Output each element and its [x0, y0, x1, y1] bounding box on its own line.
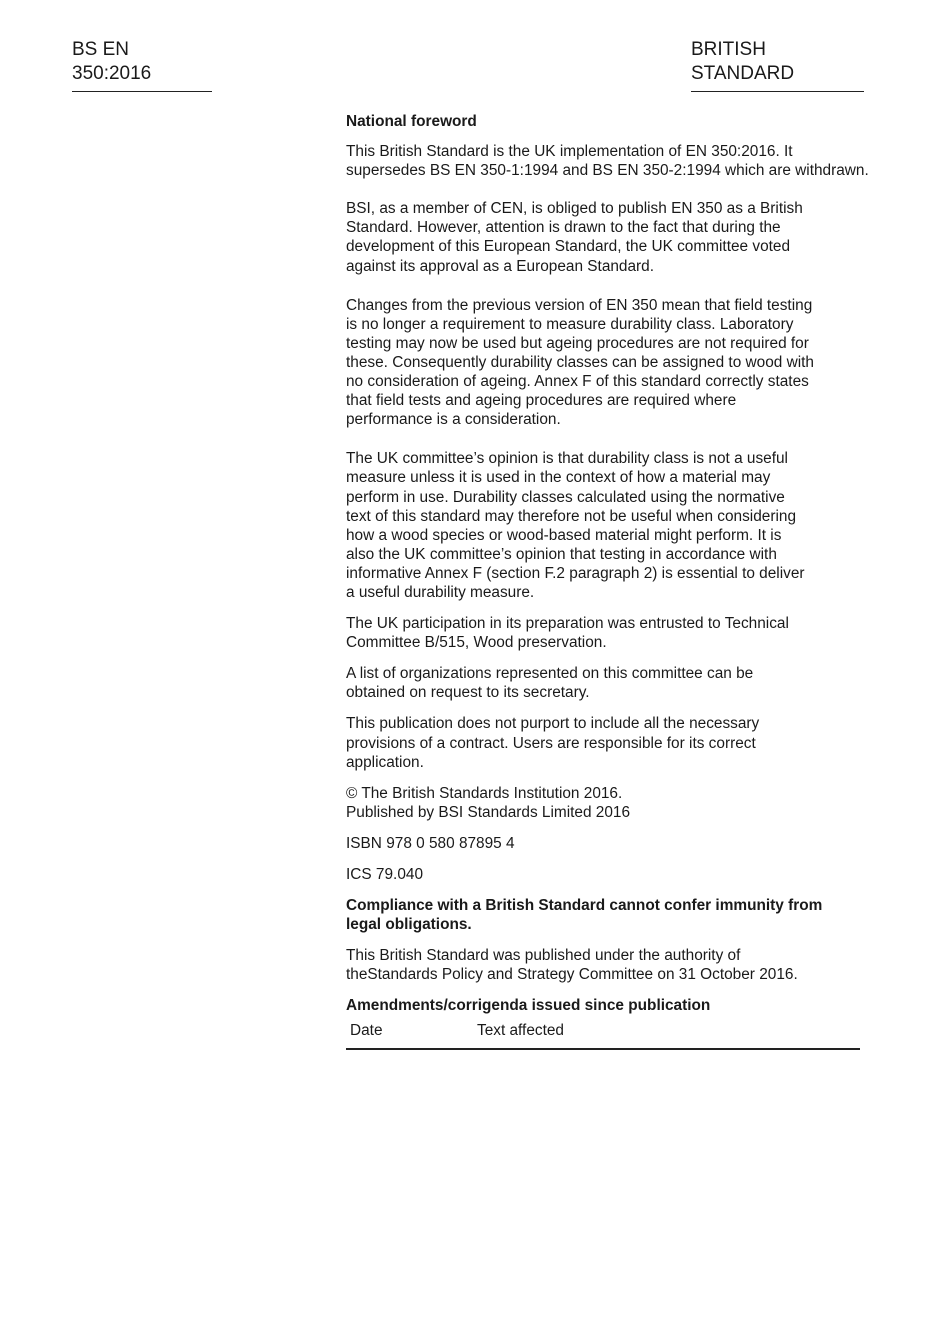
copyright-notice: © The British Standards Institution 2016. Published by BSI Standards Limited 2016	[346, 784, 631, 821]
ics-code: ICS 79.040	[346, 866, 424, 883]
document-code: BS EN 350:2016	[72, 38, 212, 92]
foreword-paragraph-cen: BSI, as a member of CEN, is obliged to publish EN 350 as a British Standard. However, attention is drawn to the fact that during the development of this European Standard, the UK committee voted against its approval as a European Standard.	[346, 200, 803, 275]
amendments-column-date: Date	[350, 1021, 383, 1039]
isbn: ISBN 978 0 580 87895 4	[346, 834, 515, 852]
amendments-table	[346, 1016, 860, 1050]
foreword-paragraph-contract: This publication does not purport to include all the necessary provisions of a contract. Users are responsible for its correct application.	[346, 715, 760, 771]
national-foreword	[346, 112, 869, 1050]
foreword-paragraph-organizations: A list of organizations represented on this committee can be obtained on request to its secretary.	[346, 665, 754, 702]
foreword-paragraph-changes: Changes from the previous version of EN 350 mean that field testing is no longer a requirement to measure durability class. Laboratory testing may now be used but ageing procedures are not required for these. Consequently durability classes can be assigned to wood with no consideration of ageing. Annex F of this standard correctly states that field tests and ageing procedures are required where performance is a consideration.	[346, 296, 814, 429]
foreword-paragraph-implementation: This British Standard is the UK implementation of EN 350:2016. It supersedes BS EN 350-1:1994 and BS EN 350-2:1994 which are withdrawn.	[346, 143, 869, 180]
publication-authority: This British Standard was published under the authority of theStandards Policy and Strategy Committee on 31 October 2016.	[346, 947, 798, 984]
foreword-paragraph-opinion: The UK committee’s opinion is that durability class is not a useful measure unless it is used in the context of how a material may perform in use. Durability classes calculated using the normative text of this standard may therefore not be useful when considering how a wood species or wood-based material might perform. It is also the UK committee’s opinion that testing in accordance with informative Annex F (section F.2 paragraph 2) is essential to deliver a useful durability measure.	[346, 450, 805, 601]
amendments-title: Amendments/corrigenda issued since publication	[346, 997, 711, 1015]
foreword-title: National foreword	[346, 113, 477, 130]
compliance-statement: Compliance with a British Standard cannot confer immunity from legal obligations.	[346, 897, 823, 934]
standard-type-label: BRITISH STANDARD	[691, 38, 864, 92]
amendments-column-text-affected: Text affected	[477, 1021, 564, 1039]
foreword-paragraph-participation: The UK participation in its preparation was entrusted to Technical Committee B/515, Wood preservation.	[346, 615, 789, 652]
